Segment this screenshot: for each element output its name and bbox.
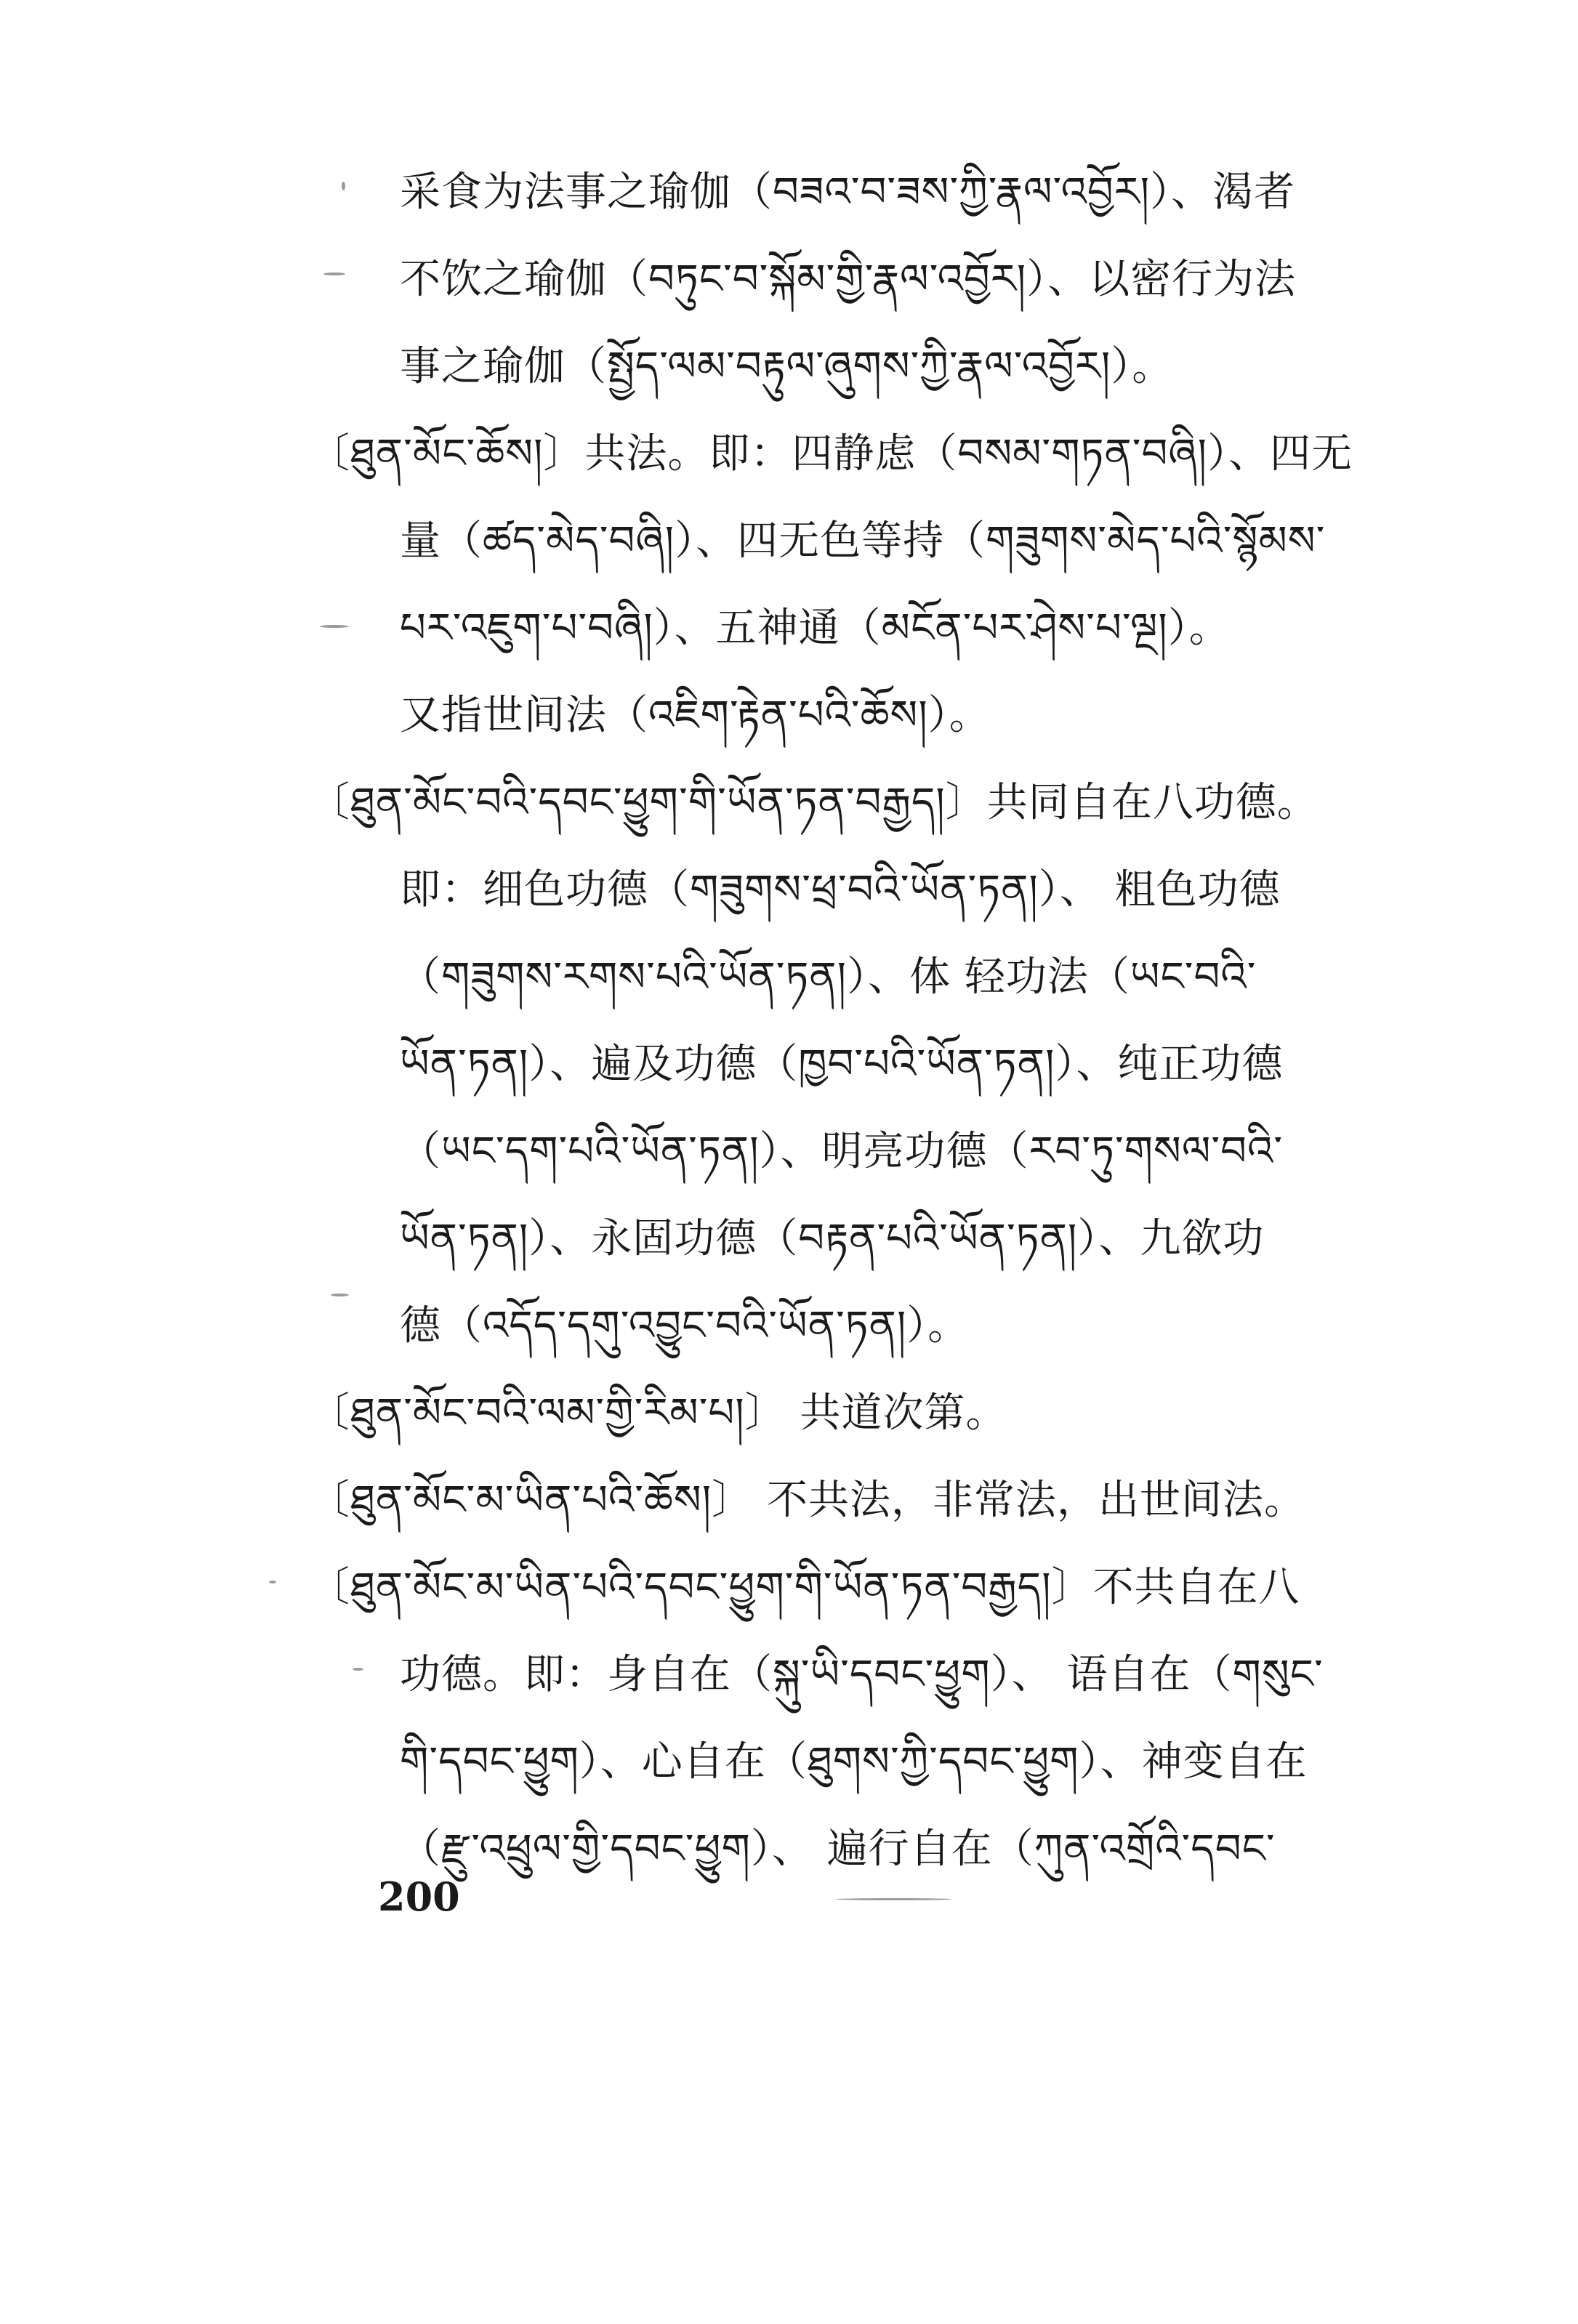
text-line: ཡོན་ཏན།）、永固功德（བརྟན་པའི་ཡོན་ཏན།）、九欲功 [400, 1215, 1265, 1262]
entry-heading-line: 〔ཐུན་མོང་བའི་ལམ་གྱི་རིམ་པ།〕 共道次第。 [309, 1389, 1007, 1437]
entry-heading-line: 〔ཐུན་མོང་བའི་དབང་ཕྱུག་གི་ཡོན་ཏན་བརྒྱད།〕共同自在八功德。 [309, 779, 1319, 826]
text-line: 又指世间法（འཇིག་རྟེན་པའི་ཆོས།）。 [400, 692, 991, 739]
text-line: 即：细色功德（གཟུགས་ཕྲ་བའི་ཡོན་ཏན།）、 粗色功德 [400, 866, 1281, 913]
text-line: 事之瑜伽（སྤྱོད་ལམ་བརྟུལ་ཞུགས་ཀྱི་རྣལ་འབྱོར།）。 [400, 343, 1174, 390]
scan-speck [353, 1668, 363, 1671]
text-line: གི་དབང་ཕྱུག）、心自在（ཐུགས་ཀྱི་དབང་ཕྱུག）、神变自在 [400, 1738, 1308, 1786]
text-line: 采食为法事之瑜伽（བཟའ་བ་ཟས་ཀྱི་རྣལ་འབྱོར།）、渴者 [400, 169, 1296, 216]
entry-heading-line: 〔ཐུན་མོང་མ་ཡིན་པའི་ཆོས།〕 不共法，非常法，出世间法。 [309, 1477, 1305, 1524]
text-line: 德（འདོད་དགུ་འབྱུང་བའི་ཡོན་ཏན།）。 [400, 1302, 970, 1349]
scan-speck [342, 182, 345, 190]
text-line: （ཡང་དག་པའི་ཡོན་ཏན།）、明亮功德（རབ་ཏུ་གསལ་བའི་ [400, 1128, 1284, 1175]
scan-speck [331, 1294, 349, 1296]
scan-speck [836, 1898, 952, 1900]
text-line: 量（ཚད་མེད་བཞི།）、四无色等持（གཟུགས་མེད་པའི་སྙོམས་ [400, 517, 1326, 565]
page-number: 200 [378, 1873, 460, 1920]
scan-speck [269, 1581, 276, 1583]
scan-speck [323, 273, 345, 275]
text-line: 功德。即：身自在（སྐུ་ཡི་དབང་ཕྱུག）、 语自在（གསུང་ [400, 1651, 1324, 1698]
text-line: 不饮之瑜伽（བཏུང་བ་སྐོམ་གྱི་རྣལ་འབྱོར།）、以密行为法 [400, 256, 1297, 303]
text-line: པར་འཇུག་པ་བཞི།）、五神通（མངོན་པར་ཤེས་པ་ལྔ།）。 [400, 605, 1231, 652]
scan-speck [320, 625, 349, 628]
text-line: （རྫུ་འཕྲུལ་གྱི་དབང་ཕྱུག）、 遍行自在（ཀུན་འགྲོའི་དབང་ [400, 1825, 1276, 1873]
text-line: （གཟུགས་རགས་པའི་ཡོན་ཏན།）、体 轻功法（ཡང་བའི་ [400, 953, 1257, 1001]
entry-heading-line: 〔ཐུན་མོང་མ་ཡིན་པའི་དབང་ཕྱུག་གི་ཡོན་ཏན་བརྒྱད།〕不共自在八 [309, 1564, 1300, 1611]
entry-heading-line: 〔ཐུན་མོང་ཆོས།〕共法。即：四静虑（བསམ་གཏན་བཞི།）、四无 [309, 430, 1353, 477]
text-line: ཡོན་ཏན།）、遍及功德（ཁྱབ་པའི་ཡོན་ཏན།）、纯正功德 [400, 1041, 1284, 1088]
